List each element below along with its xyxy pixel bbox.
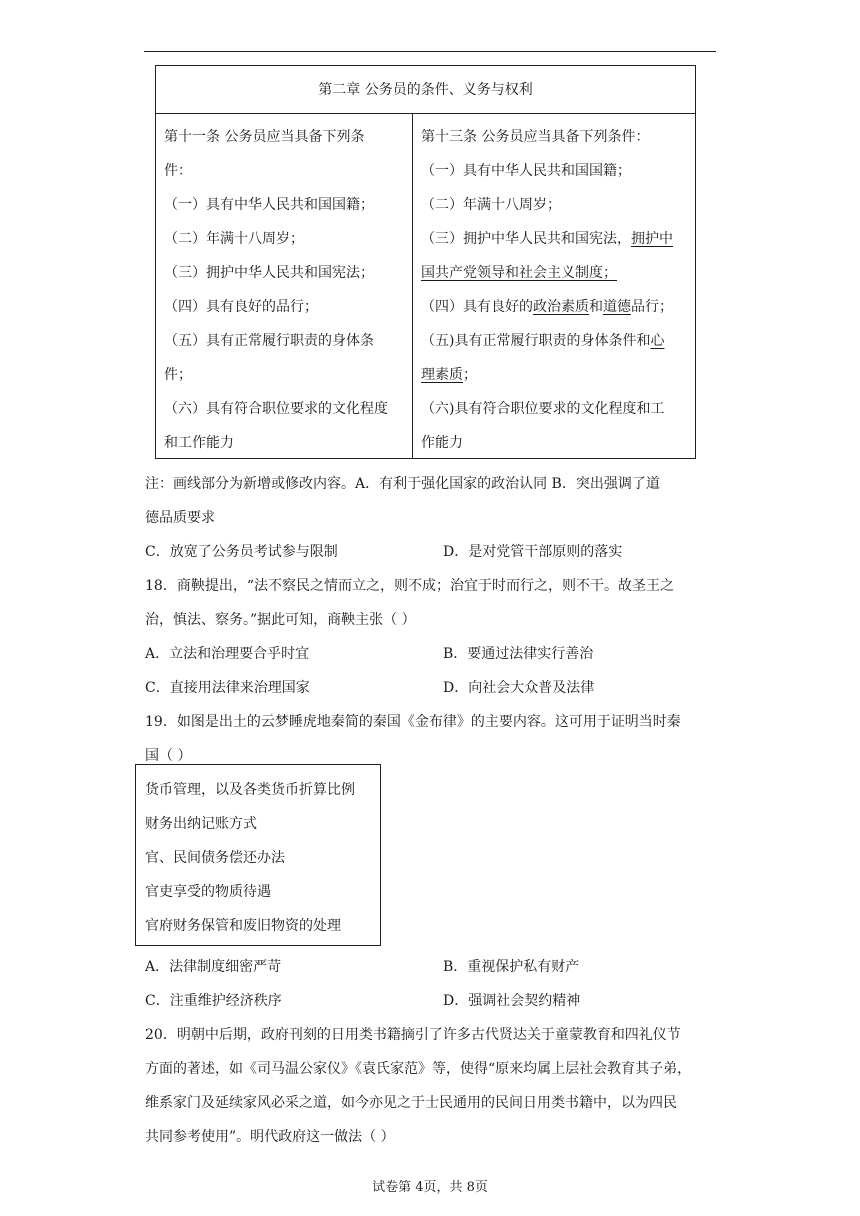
option-a: A．立法和治理要合乎时宜 bbox=[145, 646, 310, 662]
question-18-text: 治，慎法、察务。”据此可知，商鞅主张（ ） bbox=[145, 612, 416, 628]
question-20-text: 共同参考使用”。明代政府这一做法（ ） bbox=[145, 1129, 395, 1145]
left-col-line: （五）具有正常履行职责的身体条 bbox=[164, 333, 374, 349]
underlined-text: 国共产党领导和社会主义制度； bbox=[421, 265, 617, 281]
option-d: D．强调社会契约精神 bbox=[443, 993, 581, 1009]
right-col-line bbox=[421, 330, 664, 350]
plain-text: 品行； bbox=[631, 299, 673, 315]
question-19-text: 国（ ） bbox=[145, 748, 192, 764]
right-col-line bbox=[421, 296, 673, 316]
header-rule bbox=[144, 51, 716, 52]
right-col-line bbox=[421, 364, 477, 384]
left-col-line: （六）具有符合职位要求的文化程度 bbox=[164, 401, 388, 417]
plain-text: （三）拥护中华人民共和国宪法， bbox=[421, 231, 631, 247]
underlined-text: 心 bbox=[650, 333, 665, 349]
right-col-line: 作能力 bbox=[421, 435, 463, 451]
box-line: 货币管理，以及各类货币折算比例 bbox=[145, 782, 355, 798]
box-line: 官、民间债务偿还办法 bbox=[145, 850, 285, 866]
page-footer: 试卷第 4页，共 8页 bbox=[372, 1180, 488, 1195]
left-col-line: （四）具有良好的品行； bbox=[164, 299, 318, 315]
option-b: B．要通过法律实行善治 bbox=[443, 646, 594, 662]
question-19-text: 19．如图是出土的云梦睡虎地秦简的秦国《金布律》的主要内容。这可用于证明当时秦 bbox=[145, 714, 681, 730]
option-c: C．放宽了公务员考试参与限制 bbox=[145, 544, 338, 560]
option-d: D．向社会大众普及法律 bbox=[443, 680, 595, 696]
underlined-text: 理素质 bbox=[421, 367, 463, 383]
option-b: B．重视保护私有财产 bbox=[443, 959, 580, 975]
question-text: 注：画线部分为新增或修改内容。A．有利于强化国家的政治认同 B．突出强调了道 bbox=[145, 476, 660, 492]
right-col-line: （六)具有符合职位要求的文化程度和工 bbox=[421, 401, 665, 417]
option-c: C．注重维护经济秩序 bbox=[145, 993, 282, 1009]
question-20-text: 维系家门及延续家风必采之道，如今亦见之于士民通用的民间日用类书籍中，以为四民 bbox=[145, 1095, 677, 1111]
plain-text: （五)具有正常履行职责的身体条件和 bbox=[421, 333, 651, 349]
left-col-line: 和工作能力 bbox=[164, 435, 234, 451]
left-col-line: 件； bbox=[164, 367, 192, 383]
underlined-text: 拥护中 bbox=[631, 231, 673, 247]
plain-text: ； bbox=[463, 367, 477, 383]
question-20-text: 20．明朝中后期，政府刊刻的日用类书籍摘引了许多古代贤达关于童蒙教育和四礼仪节 bbox=[145, 1027, 681, 1043]
box-line: 官吏享受的物质待遇 bbox=[145, 884, 271, 900]
right-col-line: （二）年满十八周岁； bbox=[421, 197, 561, 213]
question-text: 德品质要求 bbox=[145, 510, 215, 526]
right-col-line bbox=[421, 262, 617, 282]
underlined-text: 道德 bbox=[603, 299, 631, 315]
table-title: 第二章 公务员的条件、义务与权利 bbox=[156, 66, 695, 114]
box-line: 官府财务保管和废旧物资的处理 bbox=[145, 918, 341, 934]
plain-text: （四）具有良好的 bbox=[421, 299, 533, 315]
option-d: D．是对党管干部原则的落实 bbox=[443, 544, 623, 560]
left-col-line: 第十一条 公务员应当具备下列条 bbox=[164, 129, 365, 145]
option-a: A．法律制度细密严苛 bbox=[145, 959, 282, 975]
plain-text: 和 bbox=[589, 299, 603, 315]
table-column-divider bbox=[412, 113, 413, 458]
left-col-line: 件： bbox=[164, 163, 192, 179]
underlined-text: 政治素质 bbox=[533, 299, 589, 315]
option-c: C．直接用法律来治理国家 bbox=[145, 680, 310, 696]
left-col-line: （一）具有中华人民共和国国籍； bbox=[164, 197, 374, 213]
right-col-line bbox=[421, 228, 673, 248]
question-18-text: 18．商鞅提出，“法不察民之情而立之，则不成；治宜于时而行之，则不干。故圣王之 bbox=[145, 578, 674, 594]
right-col-line: 第十三条 公务员应当具备下列条件： bbox=[421, 129, 650, 145]
question-20-text: 方面的著述，如《司马温公家仪》《袁氏家范》等，使得“原来均属上层社会教育其子弟， bbox=[145, 1061, 692, 1077]
left-col-line: （二）年满十八周岁； bbox=[164, 231, 304, 247]
left-col-line: （三）拥护中华人民共和国宪法； bbox=[164, 265, 374, 281]
box-line: 财务出纳记账方式 bbox=[145, 816, 257, 832]
right-col-line: （一）具有中华人民共和国国籍； bbox=[421, 163, 631, 179]
